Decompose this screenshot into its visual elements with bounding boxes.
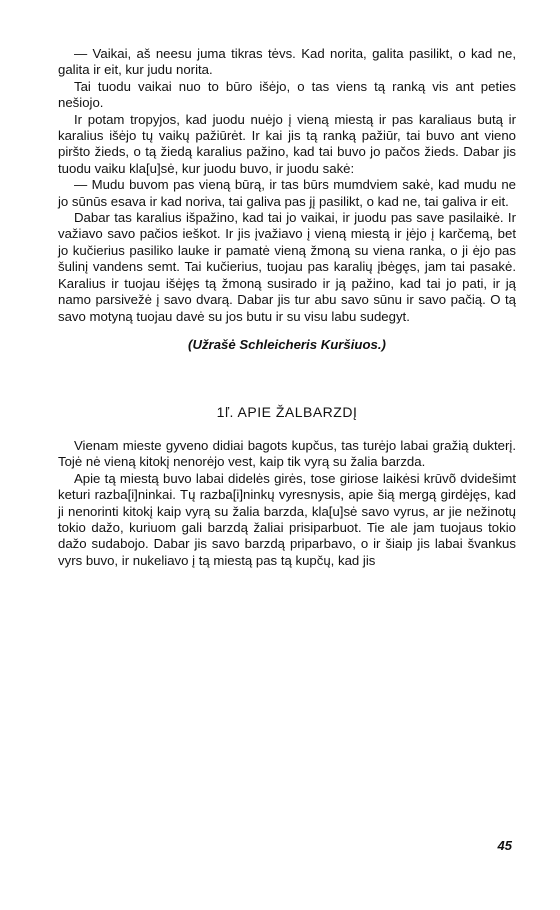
paragraph: Apie tą miestą buvo labai didelės girės, tose giriose laikėsi krūvõ dvidešimt keturi razba[i]ninkai. Tų razba[i]ninkų vyresnysis, apie šią mergą girdėjęs, kad ji nenorinti kitokį kaip vyrą su žalia barzda, kla[u]sė savo vyrus, ar jie nežinotų tokio dažo, kuriuom gali barzdą žaliai prisiparbuot. Tie ale jam tuojaus tokio dažo sudabojo. Dabar jis savo barzdą priparbavo, o ir šiaip jis labai švankus vyrs buvo, ir nukeliavo į tą miestą pas tą kupčų, kad jis bbox=[58, 470, 516, 568]
section-heading: 1ľ. APIE ŽALBARZDĮ bbox=[216, 403, 358, 420]
source-note: (Užrašė Schleicheris Kuršiuos.) bbox=[188, 336, 386, 352]
paragraph: — Mudu buvom pas vieną būrą, ir tas būrs mumdviem sakė, kad mudu ne jo sūnūs esava ir kad noriva, tai galiva pas jį pasilikt, o kad ne, tai galiva ir eit. bbox=[58, 177, 516, 209]
text-column bbox=[58, 46, 516, 569]
paragraph: Vienam mieste gyveno didiai bagots kupčus, tas turėjo labai gražią dukterį. Tojė nė vieną kitokį nenorėjo vest, kaip tik vyrą su žalia barzda. bbox=[58, 437, 516, 470]
paragraph: Tai tuodu vaikai nuo to būro išėjo, o tas viens tą ranką vis ant peties nešiojo. bbox=[58, 78, 516, 111]
paragraph: — Vaikai, aš neesu juma tikras tėvs. Kad norita, galita pasilikt, o kad ne, galita ir eit, kur judu norita. bbox=[58, 46, 516, 78]
paragraph: Dabar tas karalius išpažino, kad tai jo vaikai, ir juodu pas save pasilaikė. Ir važiavo savo pačios ieškot. Ir jis įvažiavo į vieną miestą ir įėjo į karčemą, bet jo kučierius pasiliko lauke ir pamatė vieną žmoną su viena ranka, o ji ėjo pas šulinį vandens semt. Tai kučierius, tuojau pas karalių įbėgęs, jam tai pasakė. Karalius ir tuojau išėjęs tą žmoną susirado ir ją pažino, kad tai jo pati, ir ją namo parsivežė į savo dvarą. Dabar jis tur abu savo sūnu ir savo pačią. O tą savo motyną tuojau davė su jos butu ir su visu labu sudegyt. bbox=[58, 210, 516, 324]
page-number: 45 bbox=[497, 838, 512, 853]
paragraph: Ir potam tropyjos, kad juodu nuėjo į vieną miestą ir pas karaliaus butą ir karalius išėjo tų vaikų pažiūrėt. Ir kai jis tą ranką pažiūr, tai buvo ant vieno piršto žieds, o tą žiedą karalius pažino, kad tai buvo jo pačos žieds. Dabar jis tuodu vaiku kla[u]sė, kur juodu buvo, ir juodu sakė: bbox=[58, 111, 516, 176]
